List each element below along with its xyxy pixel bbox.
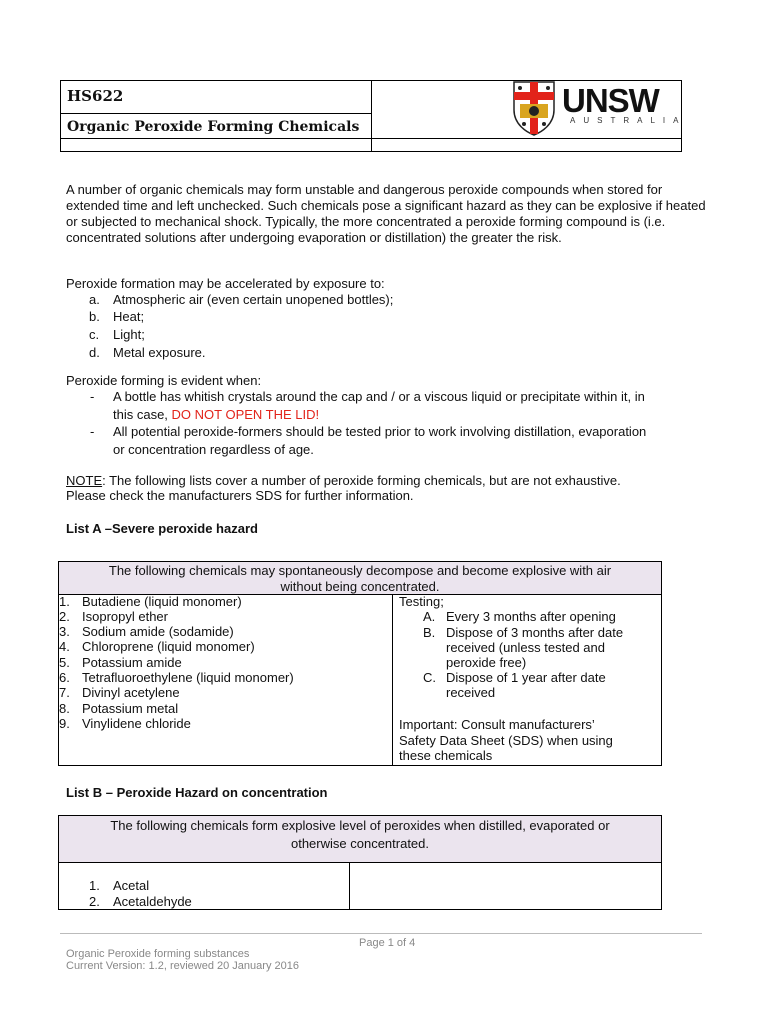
accel-marker: b. [89,309,100,324]
chemical-name: Chloroprene (liquid monomer) [82,639,255,654]
important-text: Important: Consult manufacturers’ [399,717,595,732]
evident-item-line [113,407,319,423]
evident-item-line: All potential peroxide-formers should be tested prior to work involving distillation, evaporation [113,424,647,439]
list-number: 5. [59,655,70,670]
accel-item: Light; [113,327,145,342]
list-b-header-line: otherwise concentrated. [290,836,430,851]
chemical-name: Tetrafluoroethylene (liquid monomer) [82,670,294,685]
logo-wordmark: UNSW [562,82,659,119]
testing-marker: A. [423,609,436,624]
chemical-name: Acetaldehyde [113,894,192,909]
note-line [66,473,621,489]
testing-text: Dispose of 3 months after date [446,625,624,640]
accel-item: Atmospheric air (even certain unopened bottles); [113,292,394,307]
note-line: Please check the manufacturers SDS for further information. [66,488,414,503]
testing-text: peroxide free) [446,655,527,670]
list-number: 4. [59,639,70,654]
chemical-name: Sodium amide (sodamide) [82,624,234,639]
list-number: 2. [59,609,70,624]
chemical-name: Potassium amide [82,655,182,670]
testing-label: Testing; [399,594,444,609]
dash-bullet: - [90,424,95,439]
important-text: these chemicals [399,748,493,763]
accel-marker: d. [89,345,100,360]
testing-text: received (unless tested and [446,640,605,655]
warning-text: DO NOT OPEN THE LID! [171,407,320,422]
note-label: NOTE [66,473,103,488]
list-number: 6. [59,670,70,685]
footer-divider [60,933,702,934]
list-b-heading: List B – Peroxide Hazard on concentration [66,785,328,800]
chemical-name: Divinyl acetylene [82,685,180,700]
list-b-header-line: The following chemicals form explosive level of peroxides when distilled, evaporated or [110,818,610,833]
list-b-table-header [59,816,661,863]
logo-subtitle: AUSTRALIA [570,116,687,125]
important-text: Safety Data Sheet (SDS) when using [399,733,613,748]
evident-item-text: this case, [113,407,172,422]
chemical-name: Potassium metal [82,701,179,716]
testing-marker: B. [423,625,436,640]
chemical-name: Butadiene (liquid monomer) [82,594,242,609]
chemical-name: Acetal [113,878,150,893]
evident-item-line: or concentration regardless of age. [113,442,314,457]
accel-item: Heat; [113,309,145,324]
footer-version: Current Version: 1.2, reviewed 20 January 2016 [66,960,299,972]
list-a-header-line: The following chemicals may spontaneously decompose and become explosive with air [108,563,612,578]
note-text: : The following lists cover a number of peroxide forming chemicals, but are not exhaustive. [102,473,621,488]
evident-item-line: A bottle has whitish crystals around the cap and / or a viscous liquid or precipitate within it, in [113,389,645,404]
chemical-name: Vinylidene chloride [82,716,191,731]
list-a-heading: List A –Severe peroxide hazard [66,521,258,536]
accel-marker: c. [89,327,100,342]
list-a-header-line: without being concentrated. [280,579,440,594]
dash-bullet: - [90,389,95,404]
testing-text: received [446,685,496,700]
list-number: 1. [59,594,70,609]
accel-marker: a. [89,292,100,307]
accel-item: Metal exposure. [113,345,206,360]
footer-doc-title: Organic Peroxide forming substances [66,948,250,960]
accelerated-lead: Peroxide formation may be accelerated by exposure to: [66,276,385,291]
list-number: 1. [89,878,100,893]
list-number: 8. [59,701,70,716]
intro-paragraph: A number of organic chemicals may form unstable and dangerous peroxide compounds when stored for extended time and left unchecked. Such chemicals pose a significant hazard as they can be explosive if heated or subjected to mechanical shock. Typically, the more concentrated a peroxide forming compound is (i.e. concentrated solutions after undergoing evaporation or distillation) the greater the risk. [66,182,706,245]
page-number: Page 1 of 4 [359,937,416,949]
testing-marker: C. [423,670,436,685]
list-number: 2. [89,894,100,909]
testing-text: Dispose of 1 year after date [446,670,606,685]
list-a-table-header [59,562,661,595]
evident-lead: Peroxide forming is evident when: [66,373,262,388]
list-number: 9. [59,716,70,731]
document-title: Organic Peroxide Forming Chemicals [67,119,360,135]
crest-icon [512,80,556,136]
list-number: 3. [59,624,70,639]
list-number: 7. [59,685,70,700]
document-code: HS622 [67,87,124,105]
chemical-name: Isopropyl ether [82,609,168,624]
unsw-logo [512,80,687,136]
testing-text: Every 3 months after opening [446,609,616,624]
